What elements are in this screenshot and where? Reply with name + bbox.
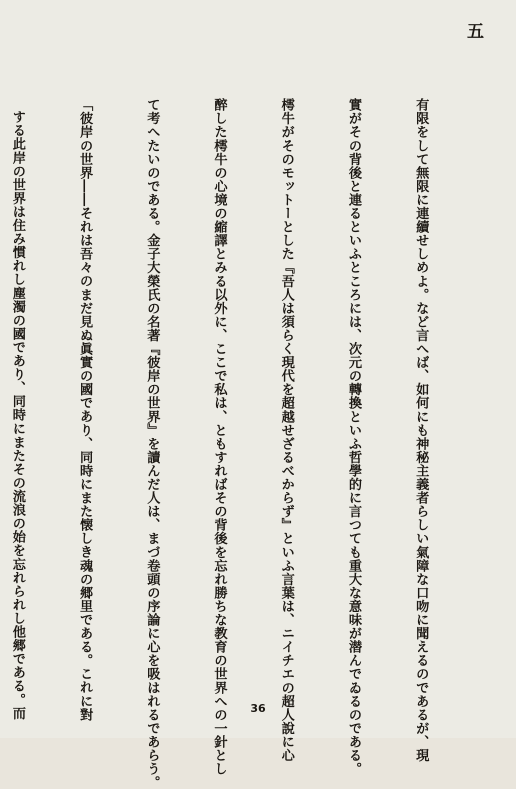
section-number: 五 <box>467 22 484 42</box>
text-column: て考へたいのである。金子大榮氏の名著『彼岸の世界』を讀んだ人は、まづ卷頭の序論に心を吸はれるであらう。 <box>144 98 160 789</box>
text-column: 有限をして無限に連續せしめよ。など言へば、如何にも神秘主義者らしい氣障な口吻に聞えるのであるが、現 <box>413 98 429 762</box>
quote-column: する此岸の世界は住み慣れし塵濁の國であり、同時にまたその流浪の始を忘れられし他郷である。而 <box>9 110 25 720</box>
text-column: 樗牛がそのモットーとした『吾人は須らく現代を超越せざるべからず』といふ言葉は、ニイチエの超人說に心 <box>278 98 294 762</box>
text-column: 醉した樗牛の心境の縮譯とみる以外に、ここで私は、ともすればその背後を忘れ勝ちな教育の世界への一針とし <box>211 98 227 776</box>
quote-column: 「彼岸の世界――それは吾々のまだ見ぬ眞實の國であり、同時にまた懐しき魂の郷里である。これに對 <box>77 98 93 722</box>
page-number: 36 <box>250 702 266 715</box>
text-column: 實がその背後と連るといふところには、次元の轉換といふ哲學的に言つても重大な意味が潜んでゐるのである。 <box>345 98 361 776</box>
